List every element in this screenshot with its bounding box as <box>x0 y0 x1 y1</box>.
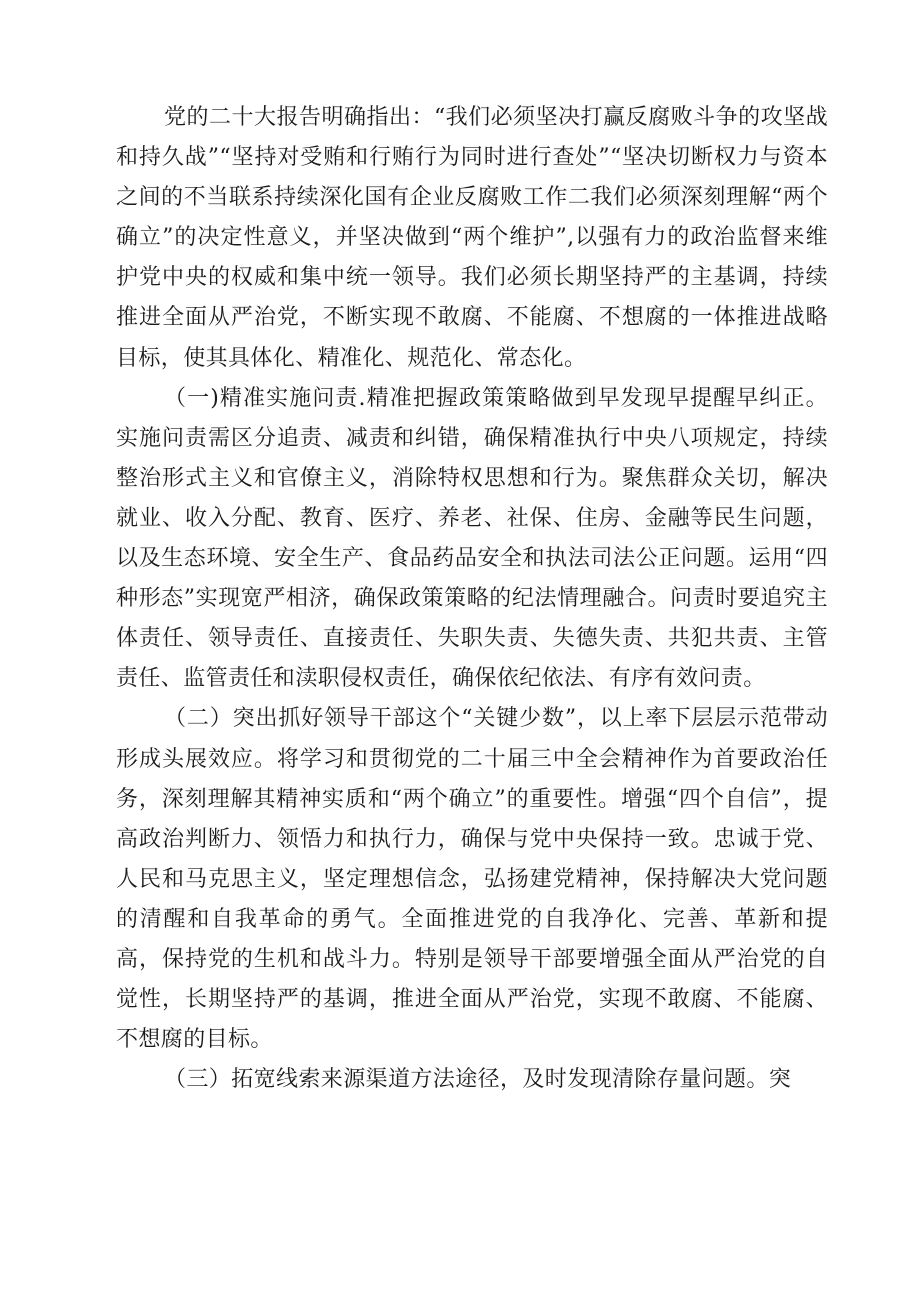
document-page <box>116 98 828 1100</box>
paragraph-intro: 党的二十大报告明确指出：“我们必须坚决打赢反腐败斗争的攻坚战和持久战”“坚持对受贿和行贿行为同时进行查处”“坚决切断权力与资本之间的不当联系持续深化国有企业反腐败工作二我们必须深刻理解“两个确立”的决定性意义，并坚决做到“两个维护”,以强有力的政治监督来维护党中央的权威和集中统一领导。我们必须长期坚持严的主基调，持续推进全面从严治党，不断实现不敢腐、不能腐、不想腐的一体推进战略目标，使其具体化、精准化、规范化、常态化。 <box>116 105 828 371</box>
paragraph-section-two: （二）突出抓好领导干部这个“关键少数”，以上率下层层示范带动形成头展效应。将学习和贯彻党的二十届三中全会精神作为首要政治任务，深刻理解其精神实质和“两个确立”的重要性。增强“四个自信”，提高政治判断力、领悟力和执行力，确保与党中央保持一致。忠诚于党、人民和马克思主义，坚定理想信念，弘扬建党精神，保持解决大党问题的清醒和自我革命的勇气。全面推进党的自我净化、完善、革新和提高，保持党的生机和战斗力。特别是领导干部要增强全面从严治党的自觉性，长期坚持严的基调，推进全面从严治党，实现不敢腐、不能腐、不想腐的目标。 <box>116 706 828 1053</box>
paragraph-section-one: （一)精准实施问责.精准把握政策策略做到早发现早提醒早纠正。实施问责需区分追责、减责和纠错，确保精准执行中央八项规定，持续整治形式主义和官僚主义，消除特权思想和行为。聚焦群众关切，解决就业、收入分配、教育、医疗、养老、社保、住房、金融等民生问题，以及生态环境、安全生产、食品药品安全和执法司法公正问题。运用“四种形态”实现宽严相济，确保政策策略的纪法情理融合。问责时要追究主体责任、领导责任、直接责任、失职失责、失德失责、共犯共责、主管责任、监管责任和渎职侵权责任，确保依纪依法、有序有效问责。 <box>116 385 828 692</box>
paragraph-section-three: （三）拓宽线索来源渠道方法途径，及时发现清除存量问题。突 <box>164 1067 792 1093</box>
